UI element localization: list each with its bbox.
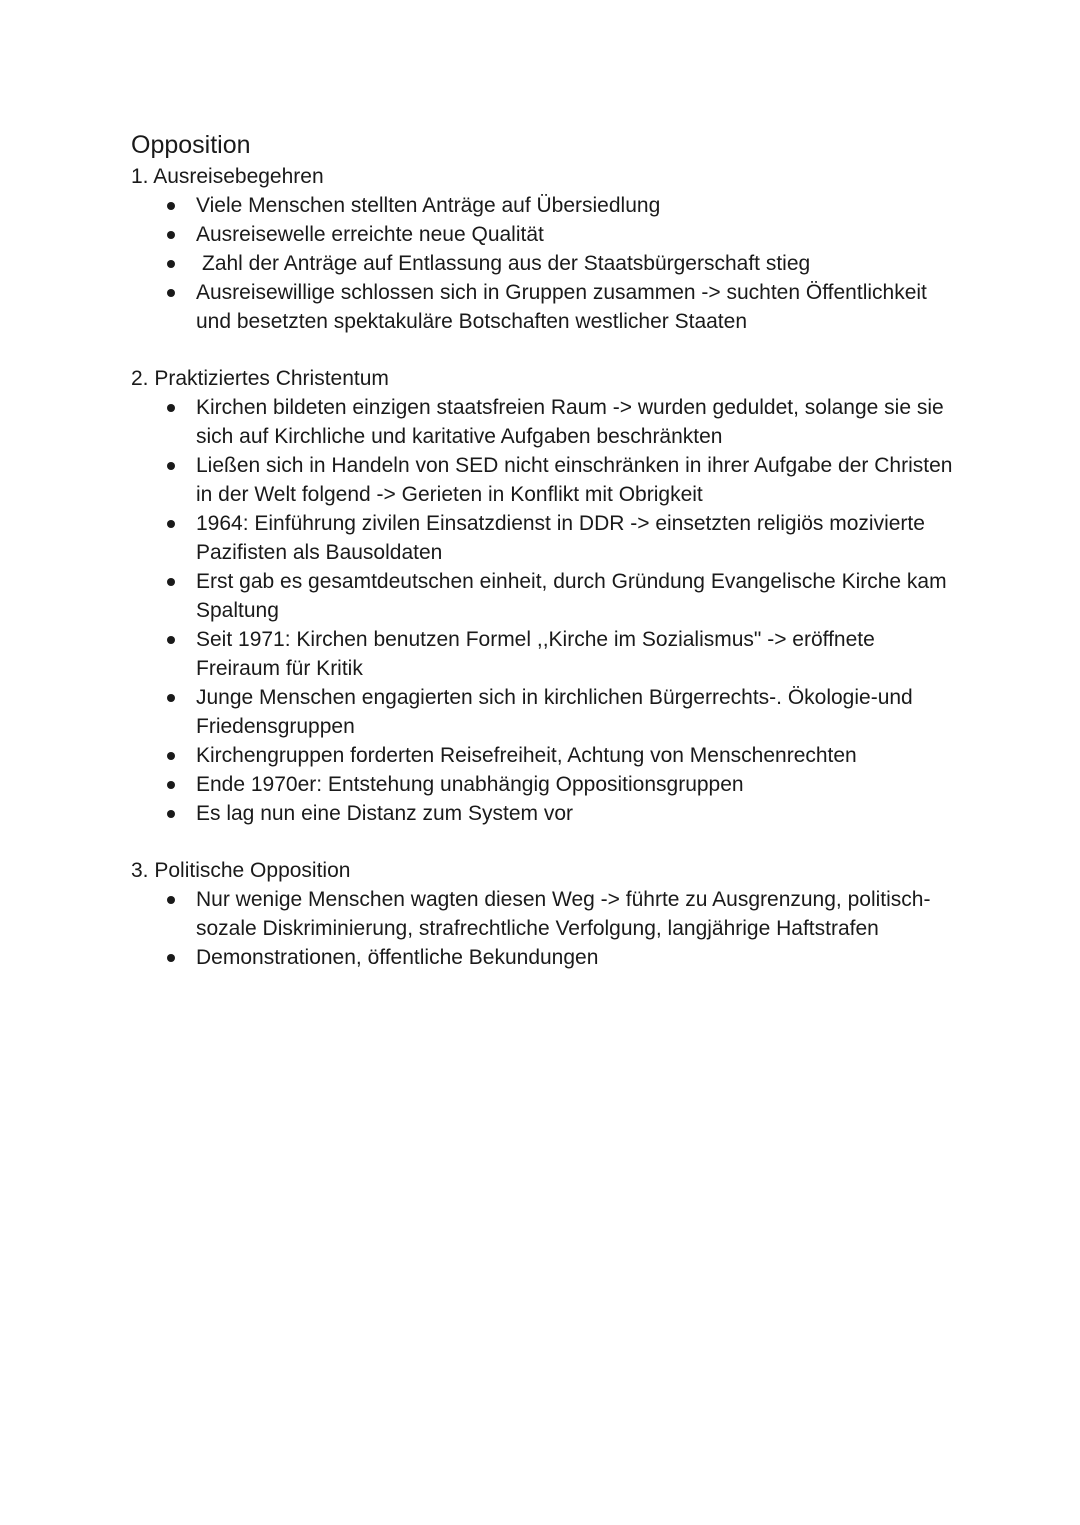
- bullet-icon: [167, 896, 175, 904]
- section-politische-opposition: [131, 856, 961, 972]
- bullet-icon: [167, 260, 175, 268]
- document-title: Opposition: [131, 131, 251, 159]
- list-item: [196, 943, 961, 972]
- list-item: [196, 509, 961, 567]
- list-item-text: Erst gab es gesamtdeutschen einheit, durch Gründung Evangelische Kirche kam Spaltung: [196, 570, 947, 622]
- bullet-icon: [167, 289, 175, 297]
- bullet-icon: [167, 578, 175, 586]
- bullet-icon: [167, 231, 175, 239]
- document-page: [131, 128, 961, 972]
- bullet-icon: [167, 636, 175, 644]
- list-item-text: 1964: Einführung zivilen Einsatzdienst in DDR -> einsetzten religiös mozivierte Pazifisten als Bausoldaten: [196, 512, 925, 564]
- list-item-text: Ausreisewillige schlossen sich in Gruppen zusammen -> suchten Öffentlichkeit und besetzten spektakuläre Botschaften westlicher Staaten: [196, 281, 927, 333]
- list-item: [196, 885, 961, 943]
- list-item: [196, 249, 961, 278]
- list-item: [196, 625, 961, 683]
- list-item: [196, 770, 961, 799]
- bullet-icon: [167, 520, 175, 528]
- bullet-icon: [167, 752, 175, 760]
- list-item: [196, 567, 961, 625]
- section-heading: 1. Ausreisebegehren: [131, 165, 324, 188]
- list-item: [196, 393, 961, 451]
- list-item-text: Viele Menschen stellten Anträge auf Übersiedlung: [196, 194, 661, 217]
- list-item: [196, 683, 961, 741]
- list-item-text: Ende 1970er: Entstehung unabhängig Oppositionsgruppen: [196, 773, 744, 796]
- section-heading: 3. Politische Opposition: [131, 859, 351, 882]
- bullet-icon: [167, 810, 175, 818]
- bullet-list: [131, 885, 961, 972]
- list-item: [196, 451, 961, 509]
- list-item-text: Kirchengruppen forderten Reisefreiheit, Achtung von Menschenrechten: [196, 744, 857, 767]
- section-heading: 2. Praktiziertes Christentum: [131, 367, 389, 390]
- bullet-list: [131, 191, 961, 336]
- list-item-text: Demonstrationen, öffentliche Bekundungen: [196, 946, 599, 969]
- list-item-text: Seit 1971: Kirchen benutzen Formel ,,Kirche im Sozialismus" -> eröffnete Freiraum für Kritik: [196, 628, 875, 680]
- bullet-icon: [167, 404, 175, 412]
- list-item: [196, 191, 961, 220]
- bullet-icon: [167, 781, 175, 789]
- list-item-text: Nur wenige Menschen wagten diesen Weg -> führte zu Ausgrenzung, politisch-sozale Diskriminierung, strafrechtliche Verfolgung, langjährige Haftstrafen: [196, 888, 931, 940]
- list-item: [196, 799, 961, 828]
- list-item-text: Es lag nun eine Distanz zum System vor: [196, 802, 573, 825]
- bullet-icon: [167, 462, 175, 470]
- list-item: [196, 278, 961, 336]
- bullet-icon: [167, 954, 175, 962]
- list-item-text: Junge Menschen engagierten sich in kirchlichen Bürgerrechts-. Ökologie-und Friedensgruppen: [196, 686, 913, 738]
- bullet-icon: [167, 694, 175, 702]
- list-item: [196, 741, 961, 770]
- bullet-list: [131, 393, 961, 828]
- list-item-text: Ausreisewelle erreichte neue Qualität: [196, 223, 544, 246]
- list-item-text: Kirchen bildeten einzigen staatsfreien Raum -> wurden geduldet, solange sie sie sich auf Kirchliche und karitative Aufgaben beschränkten: [196, 396, 944, 448]
- list-item: [196, 220, 961, 249]
- bullet-icon: [167, 202, 175, 210]
- section-ausreisebegehren: [131, 162, 961, 336]
- section-praktiziertes-christentum: [131, 364, 961, 828]
- list-item-text: Zahl der Anträge auf Entlassung aus der Staatsbürgerschaft stieg: [202, 252, 811, 275]
- list-item-text: Ließen sich in Handeln von SED nicht einschränken in ihrer Aufgabe der Christen in der Welt folgend -> Gerieten in Konflikt mit Obrigkeit: [196, 454, 953, 506]
